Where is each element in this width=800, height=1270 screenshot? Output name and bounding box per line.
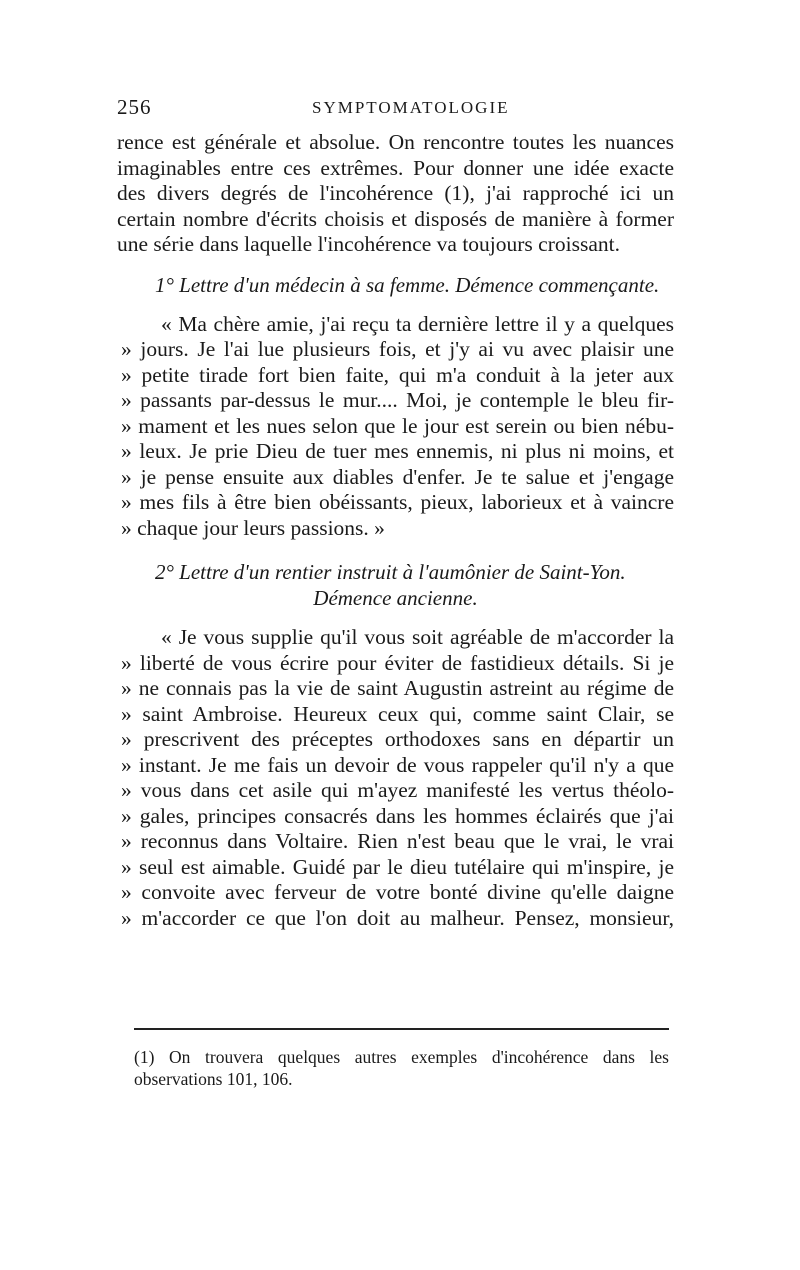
quote-line: » mament et les nues selon que le jour est serein ou bien nébu- bbox=[121, 413, 674, 438]
page-header bbox=[117, 95, 677, 125]
quote-line: » liberté de vous écrire pour éviter de fastidieux détails. Si je bbox=[121, 650, 674, 675]
text-line: imaginables entre ces extrêmes. Pour donner une idée exacte bbox=[117, 155, 674, 180]
section-title-1: 1° Lettre d'un médecin à sa femme. Démence commençante. bbox=[155, 272, 660, 297]
text-line: rence est générale et absolue. On rencontre toutes les nuances bbox=[117, 130, 674, 154]
quote-line: » ne connais pas la vie de saint Augustin astreint au régime de bbox=[121, 676, 674, 700]
quote-line: » reconnus dans Voltaire. Rien n'est beau que le vrai, le vrai bbox=[121, 829, 674, 853]
quote-line: » gales, principes consacrés dans les hommes éclairés que j'ai bbox=[121, 803, 674, 828]
quote-line: » instant. Je me fais un devoir de vous rappeler qu'il n'y a que bbox=[121, 752, 674, 777]
body-text bbox=[117, 130, 674, 931]
page-number: 256 bbox=[117, 95, 152, 119]
quote-line: » petite tirade fort bien faite, qui m'a conduit à la jeter aux bbox=[121, 362, 674, 387]
section-title-2: 2° Lettre d'un rentier instruit à l'aumônier de Saint-Yon. bbox=[155, 560, 626, 584]
quote-line: » vous dans cet asile qui m'ayez manifesté les vertus théolo- bbox=[121, 778, 674, 802]
quote-line: » je pense ensuite aux diables d'enfer. Je te salue et j'engage bbox=[121, 464, 674, 489]
quote-line: » seul est aimable. Guidé par le dieu tutélaire qui m'inspire, je bbox=[121, 854, 674, 879]
text-line: des divers degrés de l'incohérence (1), j'ai rapproché ici un bbox=[117, 181, 674, 205]
quote-line: « Ma chère amie, j'ai reçu ta dernière lettre il y a quelques bbox=[161, 311, 674, 336]
footnote-line: (1) On trouvera quelques autres exemples d'incohérence dans les bbox=[134, 1047, 669, 1067]
footnote bbox=[134, 1046, 669, 1090]
quote-line: » convoite avec ferveur de votre bonté divine qu'elle daigne bbox=[121, 880, 674, 904]
quote-line: » jours. Je l'ai lue plusieurs fois, et j'y ai vu avec plaisir une bbox=[121, 337, 674, 361]
footnote-line: observations 101, 106. bbox=[134, 1069, 293, 1089]
quote-line: » m'accorder ce que l'on doit au malheur. Pensez, monsieur, bbox=[121, 905, 674, 930]
running-head: SYMPTOMATOLOGIE bbox=[312, 98, 510, 117]
quote-line: » chaque jour leurs passions. » bbox=[121, 515, 385, 540]
section-subtitle-2: Démence ancienne. bbox=[313, 586, 478, 610]
text-line: certain nombre d'écrits choisis et disposés de manière à former bbox=[117, 206, 674, 231]
footnote-divider bbox=[134, 1028, 669, 1030]
text-line: une série dans laquelle l'incohérence va toujours croissant. bbox=[117, 232, 620, 256]
quote-line: » saint Ambroise. Heureux ceux qui, comme saint Clair, se bbox=[121, 701, 674, 726]
quote-line: » mes fils à être bien obéissants, pieux, laborieux et à vaincre bbox=[121, 490, 674, 514]
quote-line: » leux. Je prie Dieu de tuer mes ennemis, ni plus ni moins, et bbox=[121, 439, 674, 463]
quote-line: » prescrivent des préceptes orthodoxes sans en départir un bbox=[121, 727, 674, 751]
quote-line: » passants par-dessus le mur.... Moi, je contemple le bleu fir- bbox=[121, 388, 674, 412]
quote-line: « Je vous supplie qu'il vous soit agréable de m'accorder la bbox=[161, 625, 674, 649]
